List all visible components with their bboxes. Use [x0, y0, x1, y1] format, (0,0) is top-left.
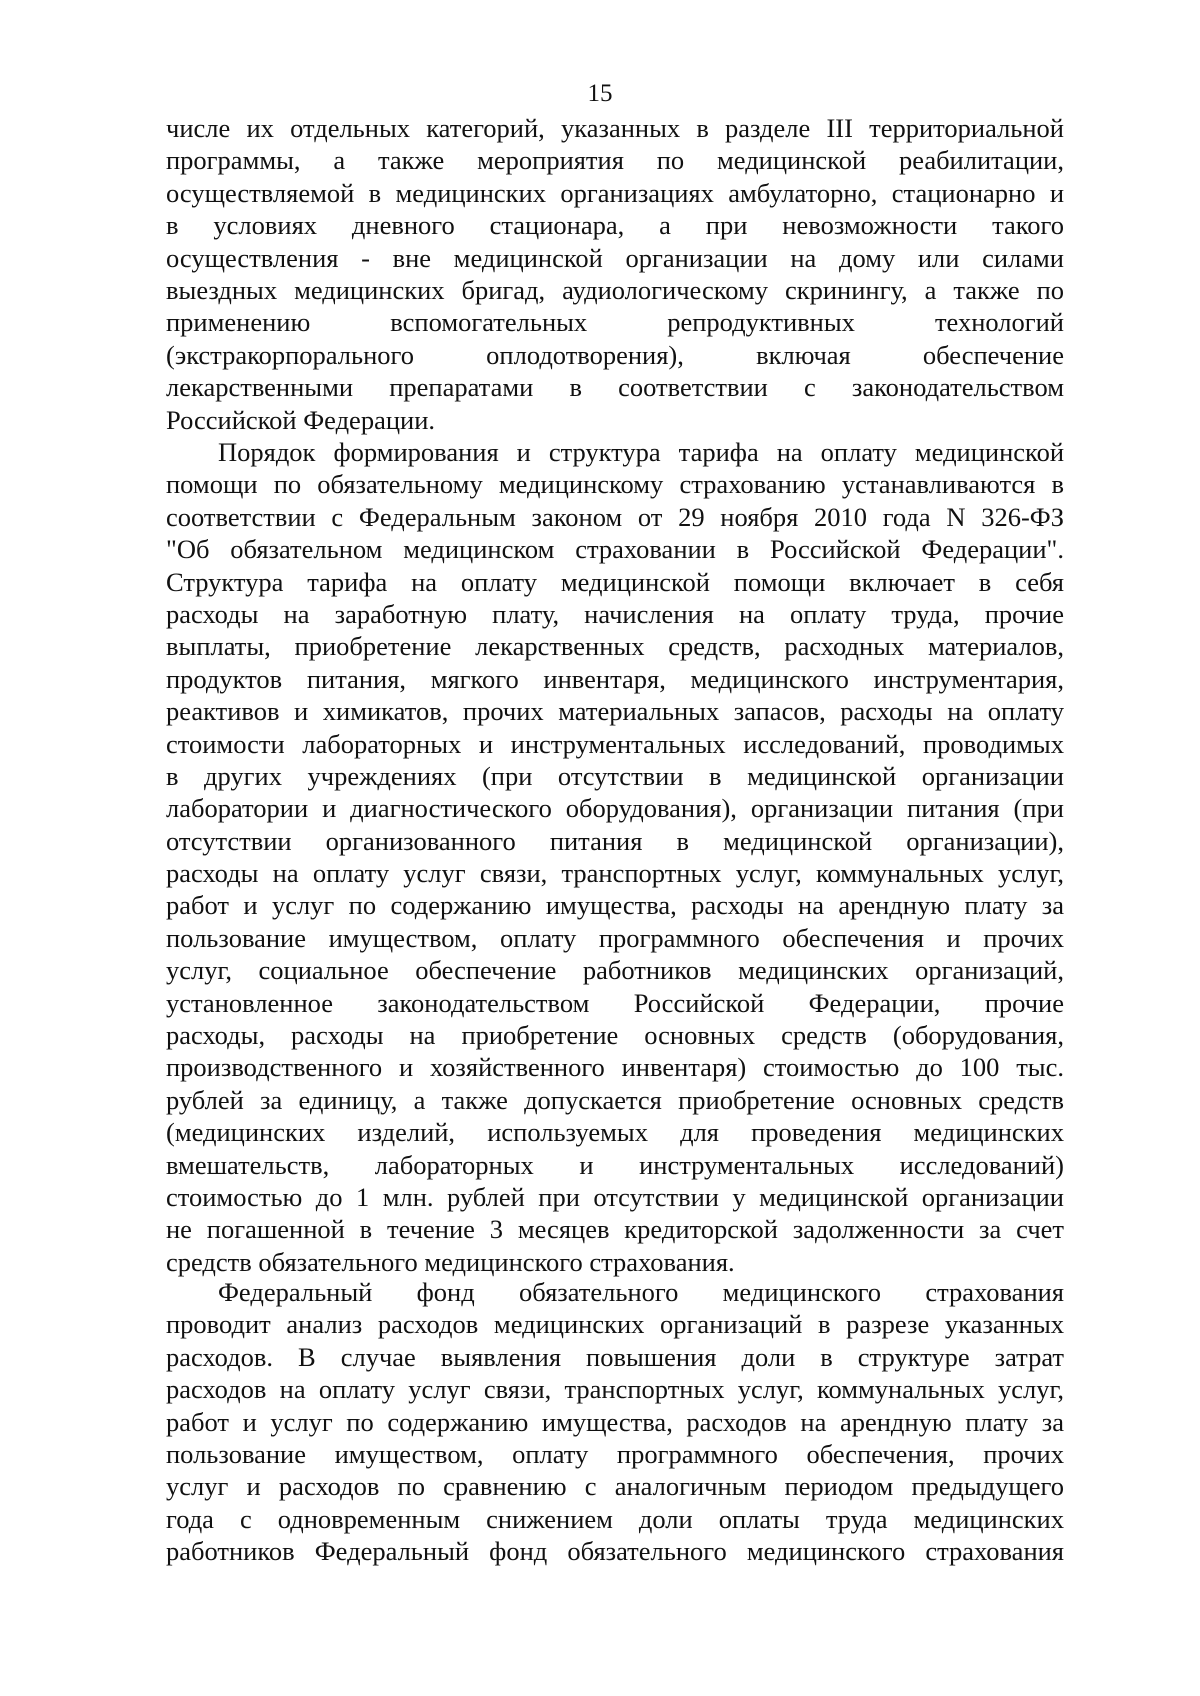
text-line: рублей за единицу, а также допускается приобретение основных средств — [166, 1084, 1064, 1115]
text-line: (экстракорпорального оплодотворения), включая обеспечение — [166, 339, 1064, 370]
text-line: средств обязательного медицинского страхования. — [166, 1246, 735, 1277]
paragraph-1 — [166, 112, 1064, 436]
text-line: числе их отдельных категорий, указанных в разделе III территориальной — [166, 113, 1064, 143]
text-line: осуществления - вне медицинской организации на дому или силами — [166, 242, 1064, 273]
text-line: в условиях дневного стационара, а при невозможности такого — [166, 210, 1064, 241]
text-line: Порядок формирования и структура тарифа на оплату медицинской — [218, 437, 1064, 467]
text-line: продуктов питания, мягкого инвентаря, медицинского инструментария, — [166, 663, 1064, 694]
text-line: производственного и хозяйственного инвентаря) стоимостью до 100 тыс. — [166, 1052, 1064, 1083]
text-line: осуществляемой в медицинских организациях амбулаторно, стационарно и — [166, 177, 1064, 208]
text-line: лекарственными препаратами в соответствии с законодательством — [166, 372, 1064, 403]
text-line: проводит анализ расходов медицинских организаций в разрезе указанных — [166, 1309, 1064, 1340]
text-line: отсутствии организованного питания в медицинской организации), — [166, 825, 1064, 856]
text-line: Структура тарифа на оплату медицинской помощи включает в себя — [166, 566, 1064, 597]
text-line: (медицинских изделий, используемых для проведения медицинских — [166, 1117, 1064, 1148]
text-line: в других учреждениях (при отсутствии в медицинской организации — [166, 760, 1064, 791]
text-line: вмешательств, лабораторных и инструментальных исследований) — [166, 1149, 1064, 1180]
text-line: расходов. В случае выявления повышения доли в структуре затрат — [166, 1341, 1064, 1372]
text-line: услуг, социальное обеспечение работников медицинских организаций, — [166, 955, 1064, 986]
text-line: расходы на оплату услуг связи, транспортных услуг, коммунальных услуг, — [166, 858, 1064, 889]
text-line: услуг и расходов по сравнению с аналогичным периодом предыдущего — [166, 1471, 1064, 1502]
paragraph-2 — [166, 436, 1064, 1278]
text-line: работ и услуг по содержанию имущества, расходов на арендную плату за — [166, 1406, 1064, 1437]
page-number: 15 — [587, 80, 613, 107]
text-line: расходов на оплату услуг связи, транспортных услуг, коммунальных услуг, — [166, 1374, 1064, 1405]
text-line: расходы на заработную плату, начисления на оплату труда, прочие — [166, 598, 1064, 629]
text-line: Российской Федерации. — [166, 404, 435, 435]
text-line: программы, а также мероприятия по медицинской реабилитации, — [166, 145, 1064, 176]
text-line: "Об обязательном медицинском страховании в Российской Федерации". — [166, 534, 1064, 565]
text-line: пользование имуществом, оплату программного обеспечения и прочих — [166, 922, 1064, 953]
text-line: помощи по обязательному медицинскому страхованию устанавливаются в — [166, 469, 1064, 500]
text-line: применению вспомогательных репродуктивных технологий — [166, 307, 1064, 338]
text-line: реактивов и химикатов, прочих материальных запасов, расходы на оплату — [166, 696, 1064, 727]
text-line: соответствии с Федеральным законом от 29 ноября 2010 года N 326-ФЗ — [166, 501, 1064, 532]
text-line: работников Федеральный фонд обязательного медицинского страхования — [166, 1536, 1064, 1567]
text-line: установленное законодательством Российской Федерации, прочие — [166, 987, 1064, 1018]
text-line: года с одновременным снижением доли оплаты труда медицинских — [166, 1503, 1064, 1534]
text-line: расходы, расходы на приобретение основных средств (оборудования, — [166, 1020, 1064, 1051]
text-line: работ и услуг по содержанию имущества, расходы на арендную плату за — [166, 890, 1064, 921]
text-line: пользование имуществом, оплату программного обеспечения, прочих — [166, 1438, 1064, 1469]
text-line: стоимостью до 1 млн. рублей при отсутствии у медицинской организации — [166, 1181, 1064, 1212]
text-line: не погашенной в течение 3 месяцев кредиторской задолженности за счет — [166, 1214, 1064, 1245]
text-line: Федеральный фонд обязательного медицинского страхования — [218, 1277, 1064, 1307]
paragraph-3 — [166, 1276, 1064, 1568]
text-line: стоимости лабораторных и инструментальных исследований, проводимых — [166, 728, 1064, 759]
text-line: выездных медицинских бригад, аудиологическому скринингу, а также по — [166, 274, 1064, 305]
text-line: лаборатории и диагностического оборудования), организации питания (при — [166, 793, 1064, 824]
text-line: выплаты, приобретение лекарственных средств, расходных материалов, — [166, 631, 1064, 662]
